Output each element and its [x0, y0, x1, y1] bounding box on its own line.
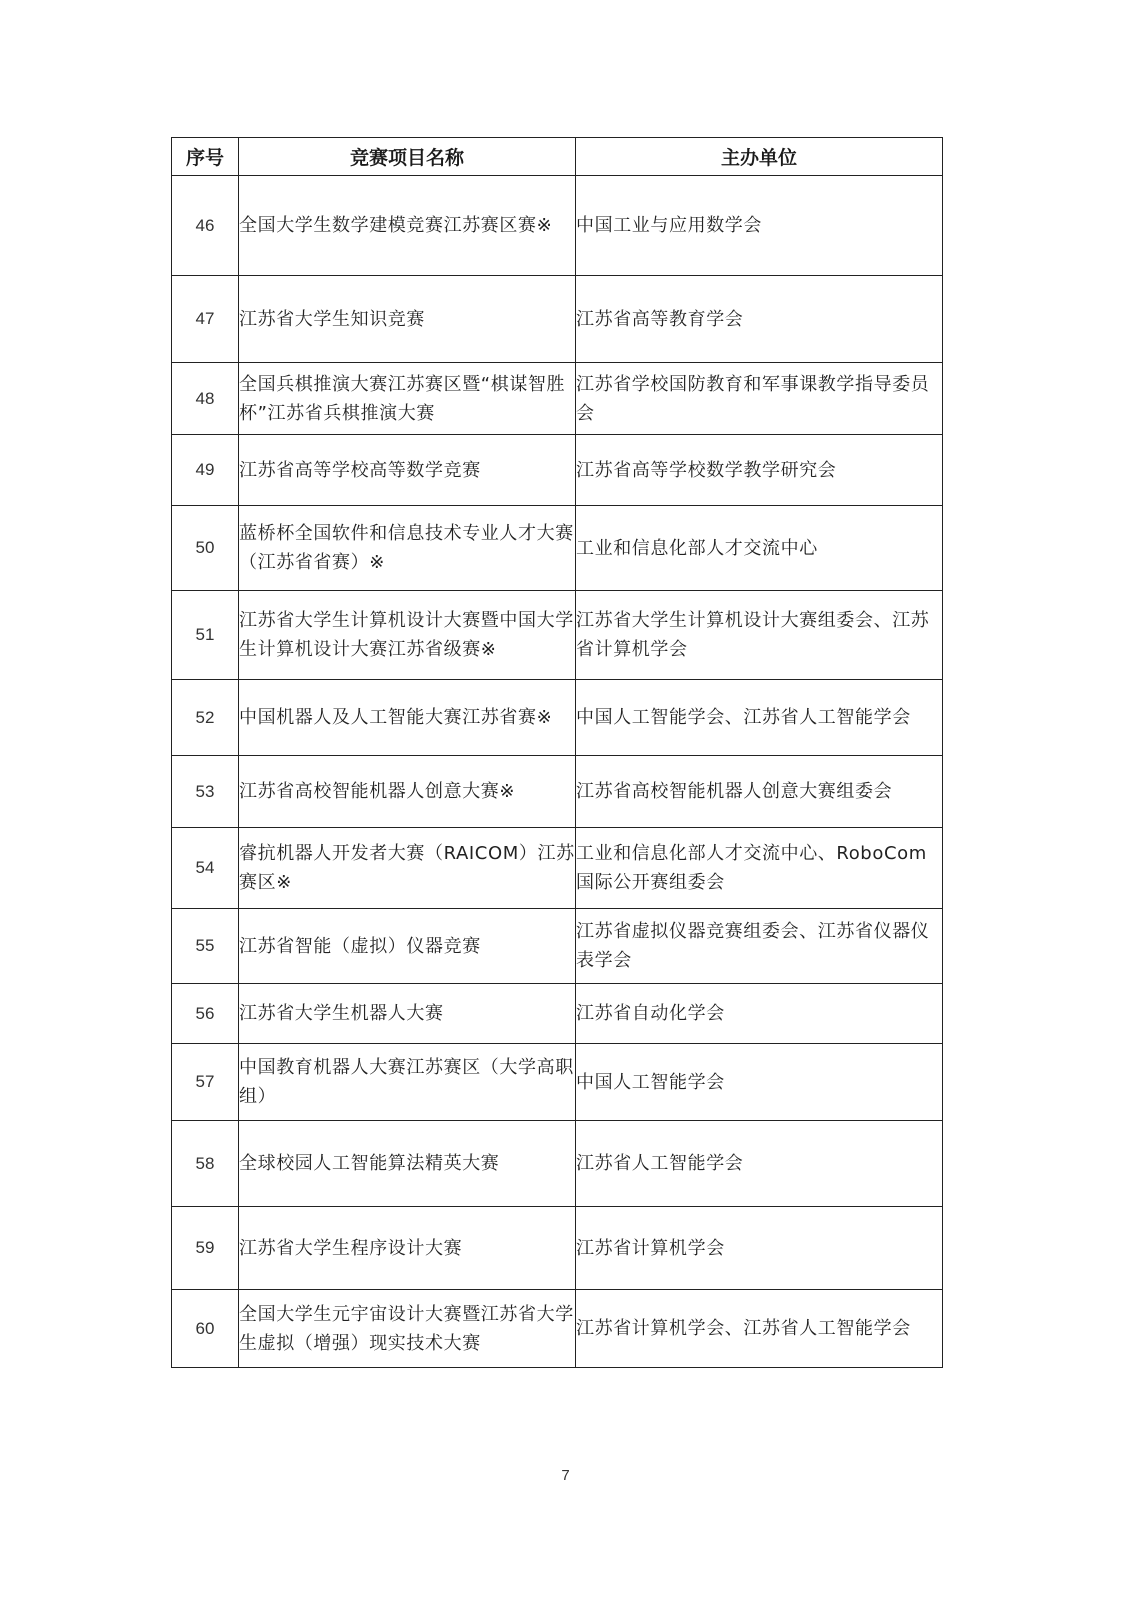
row-serial-number: 46: [172, 176, 239, 276]
row-competition-name: 中国机器人及人工智能大赛江苏省赛※: [239, 680, 576, 756]
row-organizer: 中国工业与应用数学会: [576, 176, 943, 276]
table-row: [172, 363, 943, 435]
row-competition-name: 中国教育机器人大赛江苏赛区（大学高职组）: [239, 1044, 576, 1121]
row-competition-name: 全国兵棋推演大赛江苏赛区暨“棋谋智胜杯”江苏省兵棋推演大赛: [239, 363, 576, 435]
row-competition-name: 全球校园人工智能算法精英大赛: [239, 1121, 576, 1207]
row-competition-name: 江苏省智能（虚拟）仪器竞赛: [239, 909, 576, 984]
row-serial-number: 57: [172, 1044, 239, 1121]
row-competition-name: 睿抗机器人开发者大赛（RAICOM）江苏赛区※: [239, 828, 576, 909]
row-serial-number: 53: [172, 756, 239, 828]
row-competition-name: 江苏省高校智能机器人创意大赛※: [239, 756, 576, 828]
row-organizer: 工业和信息化部人才交流中心、RoboCom 国际公开赛组委会: [576, 828, 943, 909]
table-row: [172, 909, 943, 984]
row-organizer: 江苏省计算机学会: [576, 1207, 943, 1290]
row-serial-number: 59: [172, 1207, 239, 1290]
row-serial-number: 58: [172, 1121, 239, 1207]
row-serial-number: 47: [172, 276, 239, 363]
row-competition-name: 全国大学生数学建模竞赛江苏赛区赛※: [239, 176, 576, 276]
row-serial-number: 49: [172, 435, 239, 506]
page-number: 7: [561, 1467, 570, 1484]
row-competition-name: 江苏省大学生程序设计大赛: [239, 1207, 576, 1290]
table-row: [172, 506, 943, 591]
row-serial-number: 51: [172, 591, 239, 680]
row-serial-number: 52: [172, 680, 239, 756]
row-serial-number: 48: [172, 363, 239, 435]
row-organizer: 江苏省高等教育学会: [576, 276, 943, 363]
table-row: [172, 591, 943, 680]
row-competition-name: 蓝桥杯全国软件和信息技术专业人才大赛（江苏省省赛）※: [239, 506, 576, 591]
row-serial-number: 54: [172, 828, 239, 909]
row-organizer: 中国人工智能学会: [576, 1044, 943, 1121]
row-organizer: 江苏省自动化学会: [576, 984, 943, 1044]
row-organizer: 中国人工智能学会、江苏省人工智能学会: [576, 680, 943, 756]
table-row: [172, 1121, 943, 1207]
row-competition-name: 江苏省大学生机器人大赛: [239, 984, 576, 1044]
row-serial-number: 56: [172, 984, 239, 1044]
table-row: [172, 1044, 943, 1121]
table-row: [172, 276, 943, 363]
row-organizer: 江苏省学校国防教育和军事课教学指导委员会: [576, 363, 943, 435]
row-serial-number: 60: [172, 1290, 239, 1368]
table-row: [172, 435, 943, 506]
competition-table: [171, 137, 943, 1368]
row-organizer: 江苏省计算机学会、江苏省人工智能学会: [576, 1290, 943, 1368]
table-row: [172, 828, 943, 909]
row-organizer: 江苏省高等学校数学教学研究会: [576, 435, 943, 506]
row-competition-name: 全国大学生元宇宙设计大赛暨江苏省大学生虚拟（增强）现实技术大赛: [239, 1290, 576, 1368]
row-serial-number: 50: [172, 506, 239, 591]
row-organizer: 江苏省人工智能学会: [576, 1121, 943, 1207]
row-competition-name: 江苏省大学生计算机设计大赛暨中国大学生计算机设计大赛江苏省级赛※: [239, 591, 576, 680]
row-serial-number: 55: [172, 909, 239, 984]
header-serial-number: 序号: [172, 138, 239, 176]
row-organizer: 工业和信息化部人才交流中心: [576, 506, 943, 591]
table-row: [172, 984, 943, 1044]
table-row: [172, 1207, 943, 1290]
table-header-row: [172, 138, 943, 176]
row-competition-name: 江苏省高等学校高等数学竞赛: [239, 435, 576, 506]
row-organizer: 江苏省虚拟仪器竞赛组委会、江苏省仪器仪表学会: [576, 909, 943, 984]
table-row: [172, 176, 943, 276]
row-organizer: 江苏省高校智能机器人创意大赛组委会: [576, 756, 943, 828]
row-competition-name: 江苏省大学生知识竞赛: [239, 276, 576, 363]
header-organizer: 主办单位: [576, 138, 943, 176]
header-competition-name: 竞赛项目名称: [239, 138, 576, 176]
table-row: [172, 680, 943, 756]
row-organizer: 江苏省大学生计算机设计大赛组委会、江苏省计算机学会: [576, 591, 943, 680]
table-row: [172, 756, 943, 828]
table-row: [172, 1290, 943, 1368]
